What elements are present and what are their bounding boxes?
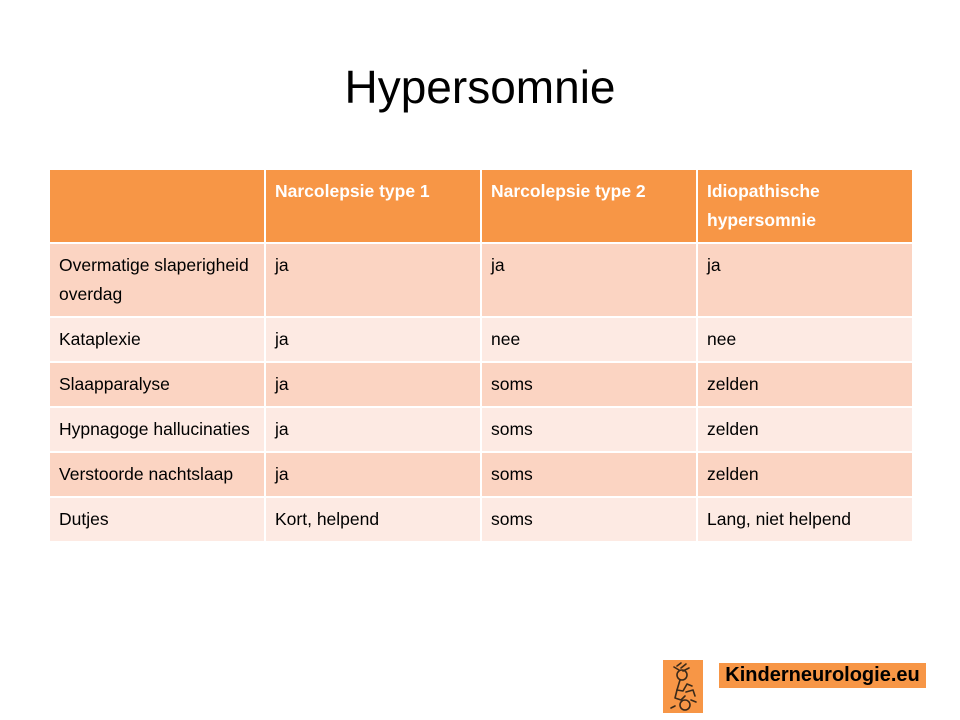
row-label: Verstoorde nachtslaap <box>49 452 265 497</box>
table-cell: nee <box>481 317 697 362</box>
comparison-table <box>48 168 914 543</box>
brand-logo <box>663 660 927 713</box>
logo-wordmark: Kinderneurologie.eu <box>719 663 926 688</box>
header-cell <box>49 169 265 243</box>
table-cell: ja <box>265 452 481 497</box>
row-label: Slaapparalyse <box>49 362 265 407</box>
table-row <box>49 362 913 407</box>
table-cell: soms <box>481 497 697 542</box>
table-cell: zelden <box>697 362 913 407</box>
table-row <box>49 452 913 497</box>
row-label: Kataplexie <box>49 317 265 362</box>
row-label: Dutjes <box>49 497 265 542</box>
table-cell: ja <box>265 317 481 362</box>
table-cell: Lang, niet helpend <box>697 497 913 542</box>
table-row <box>49 317 913 362</box>
table-cell: zelden <box>697 452 913 497</box>
table-cell: Kort, helpend <box>265 497 481 542</box>
table-cell: ja <box>265 243 481 317</box>
row-label: Overmatige slaperigheid overdag <box>49 243 265 317</box>
table-cell: zelden <box>697 407 913 452</box>
header-cell: Idiopathische hypersomnie <box>697 169 913 243</box>
table-row <box>49 407 913 452</box>
table-cell: nee <box>697 317 913 362</box>
table-cell: soms <box>481 362 697 407</box>
table-cell: ja <box>481 243 697 317</box>
row-label: Hypnagoge hallucinaties <box>49 407 265 452</box>
slide-title: Hypersomnie <box>344 61 616 113</box>
table-row <box>49 243 913 317</box>
header-cell: Narcolepsie type 2 <box>481 169 697 243</box>
table-cell: soms <box>481 452 697 497</box>
table-cell: ja <box>265 407 481 452</box>
table-cell: ja <box>265 362 481 407</box>
table-header-row <box>49 169 913 243</box>
table-row <box>49 497 913 542</box>
table-cell: ja <box>697 243 913 317</box>
table-cell: soms <box>481 407 697 452</box>
header-cell: Narcolepsie type 1 <box>265 169 481 243</box>
child-figure-icon <box>663 660 703 713</box>
